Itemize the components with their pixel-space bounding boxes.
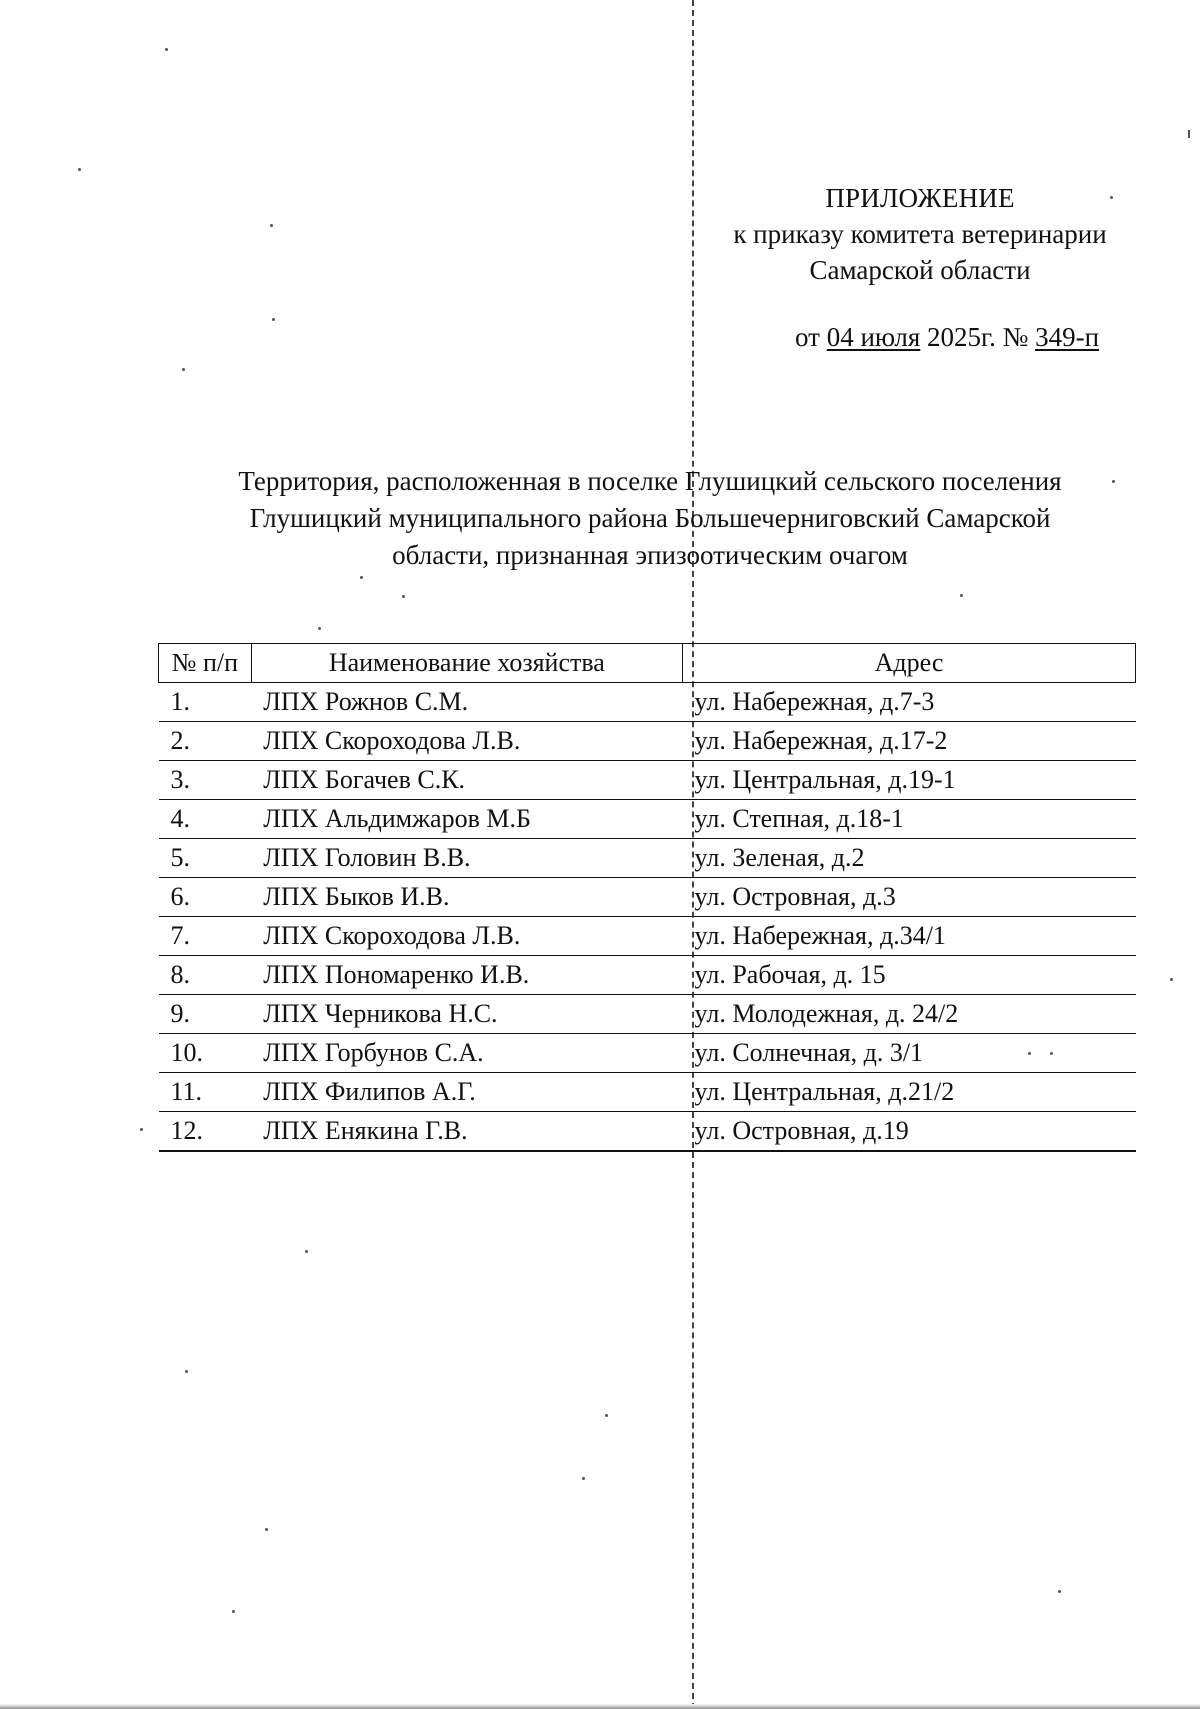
appendix-subtitle-line2: Самарской области xyxy=(809,255,1031,285)
table-row xyxy=(159,1073,1136,1112)
scan-speck xyxy=(140,1128,143,1131)
scan-bottom-edge xyxy=(0,1704,1200,1709)
household-name: ЛПХ Филипов А.Г. xyxy=(251,1073,682,1112)
table-row xyxy=(159,956,1136,995)
household-address: ул. Молодежная, д. 24/2 xyxy=(682,995,1135,1034)
appendix-title: ПРИЛОЖЕНИЕ xyxy=(825,183,1015,213)
scan-speck xyxy=(232,1610,235,1613)
household-name: ЛПХ Пономаренко И.В. xyxy=(251,956,682,995)
household-address: ул. Набережная, д.34/1 xyxy=(682,917,1135,956)
document-title-line1: Территория, расположенная в поселке Глушицкий сельского поселения xyxy=(238,466,1062,496)
household-name: ЛПХ Альдимжаров М.Б xyxy=(251,800,682,839)
table-row xyxy=(159,1034,1136,1073)
scan-speck xyxy=(265,1528,268,1531)
table-row xyxy=(159,839,1136,878)
household-address: ул. Набережная, д.7-3 xyxy=(682,683,1135,722)
scan-speck xyxy=(1170,978,1173,981)
table-header-row xyxy=(159,644,1136,683)
household-name: ЛПХ Енякина Г.В. xyxy=(251,1112,682,1152)
table-row xyxy=(159,995,1136,1034)
household-address: ул. Рабочая, д. 15 xyxy=(682,956,1135,995)
row-number: 9. xyxy=(159,995,252,1034)
table-row xyxy=(159,722,1136,761)
scan-speck xyxy=(272,318,275,321)
row-number: 6. xyxy=(159,878,252,917)
household-address: ул. Набережная, д.17-2 xyxy=(682,722,1135,761)
row-number: 7. xyxy=(159,917,252,956)
appendix-header xyxy=(710,180,1130,288)
order-prefix: от xyxy=(795,322,827,352)
scan-speck xyxy=(305,1250,308,1253)
column-header-number: № п/п xyxy=(159,644,252,683)
row-number: 1. xyxy=(159,683,252,722)
household-name: ЛПХ Скороходова Л.В. xyxy=(251,722,682,761)
scan-speck xyxy=(78,168,81,171)
household-name: ЛПХ Рожнов С.М. xyxy=(251,683,682,722)
order-date: 04 июля xyxy=(826,322,921,352)
order-number: 349-п xyxy=(1035,322,1100,352)
table-row xyxy=(159,917,1136,956)
scan-speck xyxy=(182,368,185,371)
document-title xyxy=(150,463,1150,574)
column-header-address: Адрес xyxy=(682,644,1135,683)
household-address: ул. Островная, д.19 xyxy=(682,1112,1135,1152)
scan-speck xyxy=(582,1477,585,1480)
table-row xyxy=(159,761,1136,800)
household-name: ЛПХ Быков И.В. xyxy=(251,878,682,917)
document-title-line3: области, признанная эпизоотическим очагом xyxy=(392,540,908,570)
order-reference xyxy=(795,322,1099,353)
scan-speck xyxy=(318,627,321,630)
row-number: 10. xyxy=(159,1034,252,1073)
household-address: ул. Зеленая, д.2 xyxy=(682,839,1135,878)
household-name: ЛПХ Горбунов С.А. xyxy=(251,1034,682,1073)
row-number: 4. xyxy=(159,800,252,839)
scan-speck xyxy=(360,576,363,579)
household-address: ул. Солнечная, д. 3/1 xyxy=(682,1034,1135,1073)
household-name: ЛПХ Черникова Н.С. xyxy=(251,995,682,1034)
row-number: 12. xyxy=(159,1112,252,1152)
household-address: ул. Центральная, д.21/2 xyxy=(682,1073,1135,1112)
household-name: ЛПХ Богачев С.К. xyxy=(251,761,682,800)
document-title-line2: Глушицкий муниципального района Большечерниговский Самарской xyxy=(249,503,1051,533)
household-address: ул. Степная, д.18-1 xyxy=(682,800,1135,839)
scan-speck xyxy=(165,48,168,51)
table-row xyxy=(159,878,1136,917)
household-name: ЛПХ Головин В.В. xyxy=(251,839,682,878)
column-header-name: Наименование хозяйства xyxy=(251,644,682,683)
appendix-subtitle-line1: к приказу комитета ветеринарии xyxy=(733,219,1107,249)
table-row xyxy=(159,683,1136,722)
order-year: 2025г. № xyxy=(920,322,1036,352)
scan-speck xyxy=(185,1370,188,1373)
table-row xyxy=(159,1112,1136,1152)
row-number: 2. xyxy=(159,722,252,761)
row-number: 5. xyxy=(159,839,252,878)
row-number: 11. xyxy=(159,1073,252,1112)
households-table xyxy=(158,643,1136,1152)
table-row xyxy=(159,800,1136,839)
household-address: ул. Островная, д.3 xyxy=(682,878,1135,917)
row-number: 8. xyxy=(159,956,252,995)
scan-speck xyxy=(1058,1590,1061,1593)
scan-speck xyxy=(270,224,273,227)
row-number: 3. xyxy=(159,761,252,800)
scan-speck xyxy=(960,594,963,597)
scan-edge-mark xyxy=(1188,130,1190,138)
scan-speck xyxy=(402,595,405,598)
scan-speck xyxy=(605,1414,608,1417)
household-address: ул. Центральная, д.19-1 xyxy=(682,761,1135,800)
household-name: ЛПХ Скороходова Л.В. xyxy=(251,917,682,956)
